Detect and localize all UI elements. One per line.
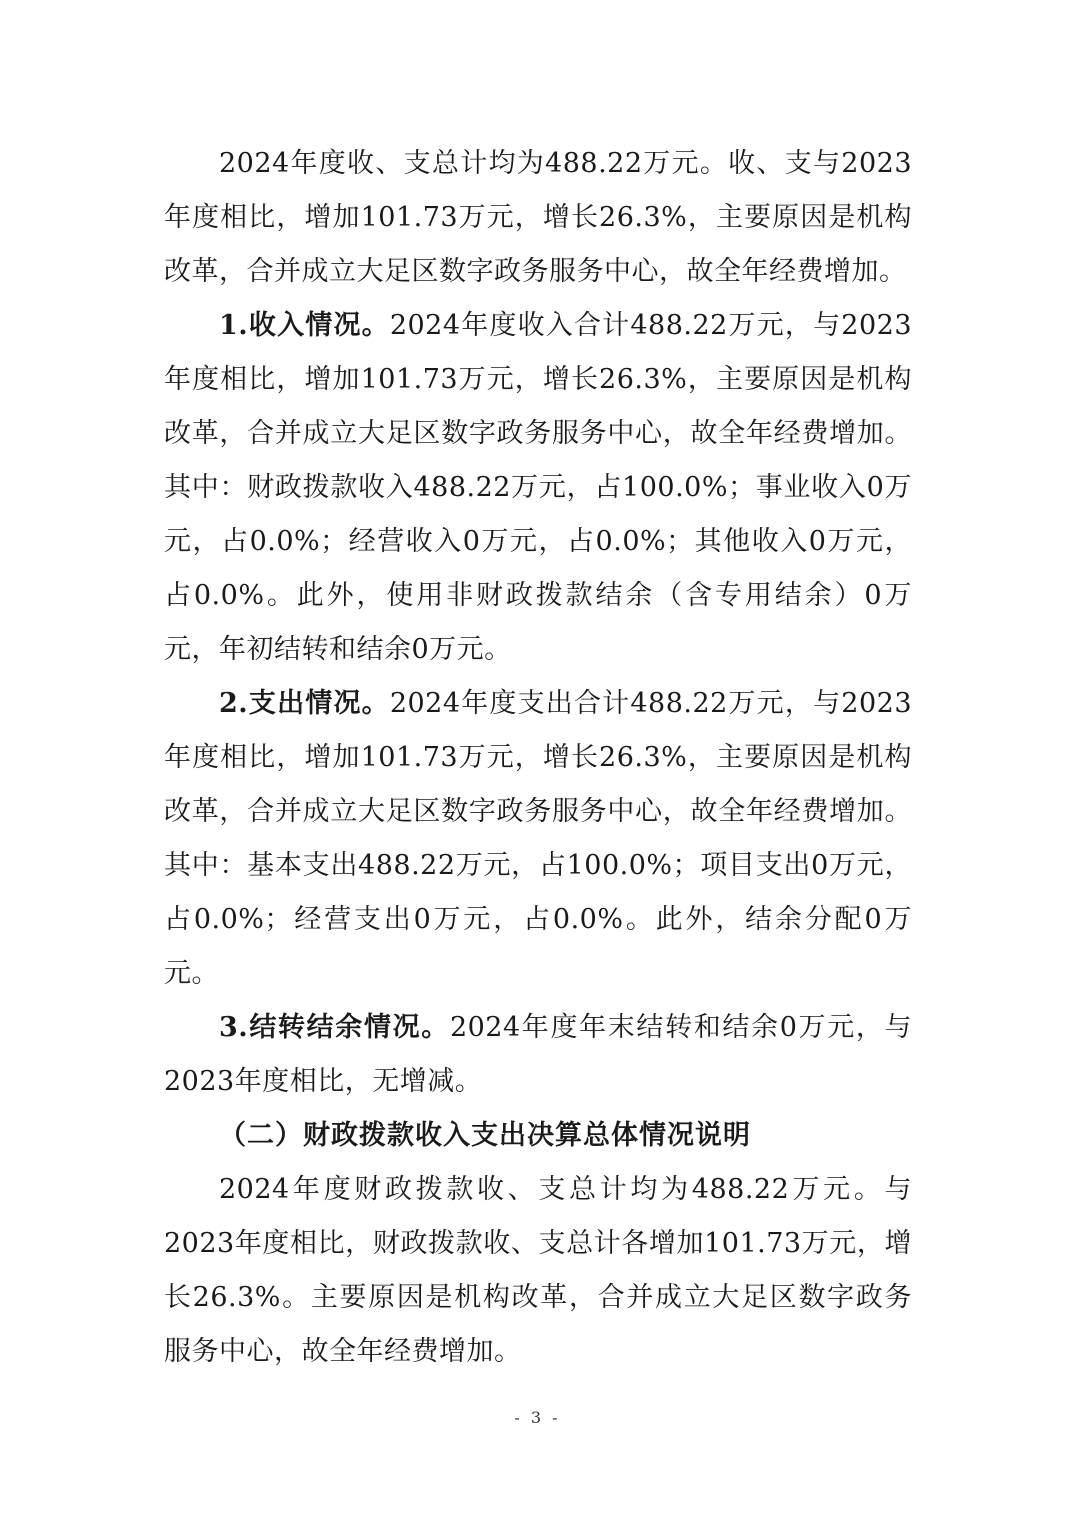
section-heading: （二）财政拨款收入支出决算总体情况说明 — [219, 1120, 751, 1151]
paragraph-text: 2024年度年末结转和结余0万元，与2023年度相比，无增减。 — [164, 1012, 913, 1097]
paragraph-lead-expenditure: 2.支出情况。 — [219, 688, 390, 719]
paragraph-income — [164, 299, 912, 677]
paragraph-text: 2024年度收、支总计均为488.22万元。收、支与2023年度相比，增加101.73万元，增长26.3%，主要原因是机构改革，合并成立大足区数字政务服务中心，故全年经费增加。 — [164, 148, 912, 287]
paragraph-text: 2024年度支出合计488.22万元，与2023年度相比，增加101.73万元，增长26.3%，主要原因是机构改革，合并成立大足区数字政务服务中心，故全年经费增加。其中：基本支出488.22万元，占100.0%；项目支出0万元，占0.0%；经营支出0万元，占0.0%。此外，结余分配0万元。 — [164, 688, 912, 989]
paragraph-total-summary — [164, 137, 912, 299]
document-body — [164, 137, 912, 1379]
page-number: - 3 - — [514, 1408, 561, 1427]
paragraph-balance — [164, 1001, 912, 1109]
paragraph-text: 2024年度收入合计488.22万元，与2023年度相比，增加101.73万元，增长26.3%，主要原因是机构改革，合并成立大足区数字政务服务中心，故全年经费增加。其中：财政拨款收入488.22万元，占100.0%；事业收入0万元，占0.0%；经营收入0万元，占0.0%；其他收入0万元，占0.0%。此外，使用非财政拨款结余（含专用结余）0万元，年初结转和结余0万元。 — [164, 310, 912, 665]
paragraph-lead-income: 1.收入情况。 — [219, 310, 390, 341]
paragraph-expenditure — [164, 677, 912, 1001]
paragraph-lead-balance: 3.结转结余情况。 — [219, 1012, 450, 1043]
paragraph-text: 2024年度财政拨款收、支总计均为488.22万元。与2023年度相比，财政拨款收、支总计各增加101.73万元，增长26.3%。主要原因是机构改革，合并成立大足区数字政务服务中心，故全年经费增加。 — [164, 1174, 912, 1367]
paragraph-fiscal-summary — [164, 1163, 912, 1379]
